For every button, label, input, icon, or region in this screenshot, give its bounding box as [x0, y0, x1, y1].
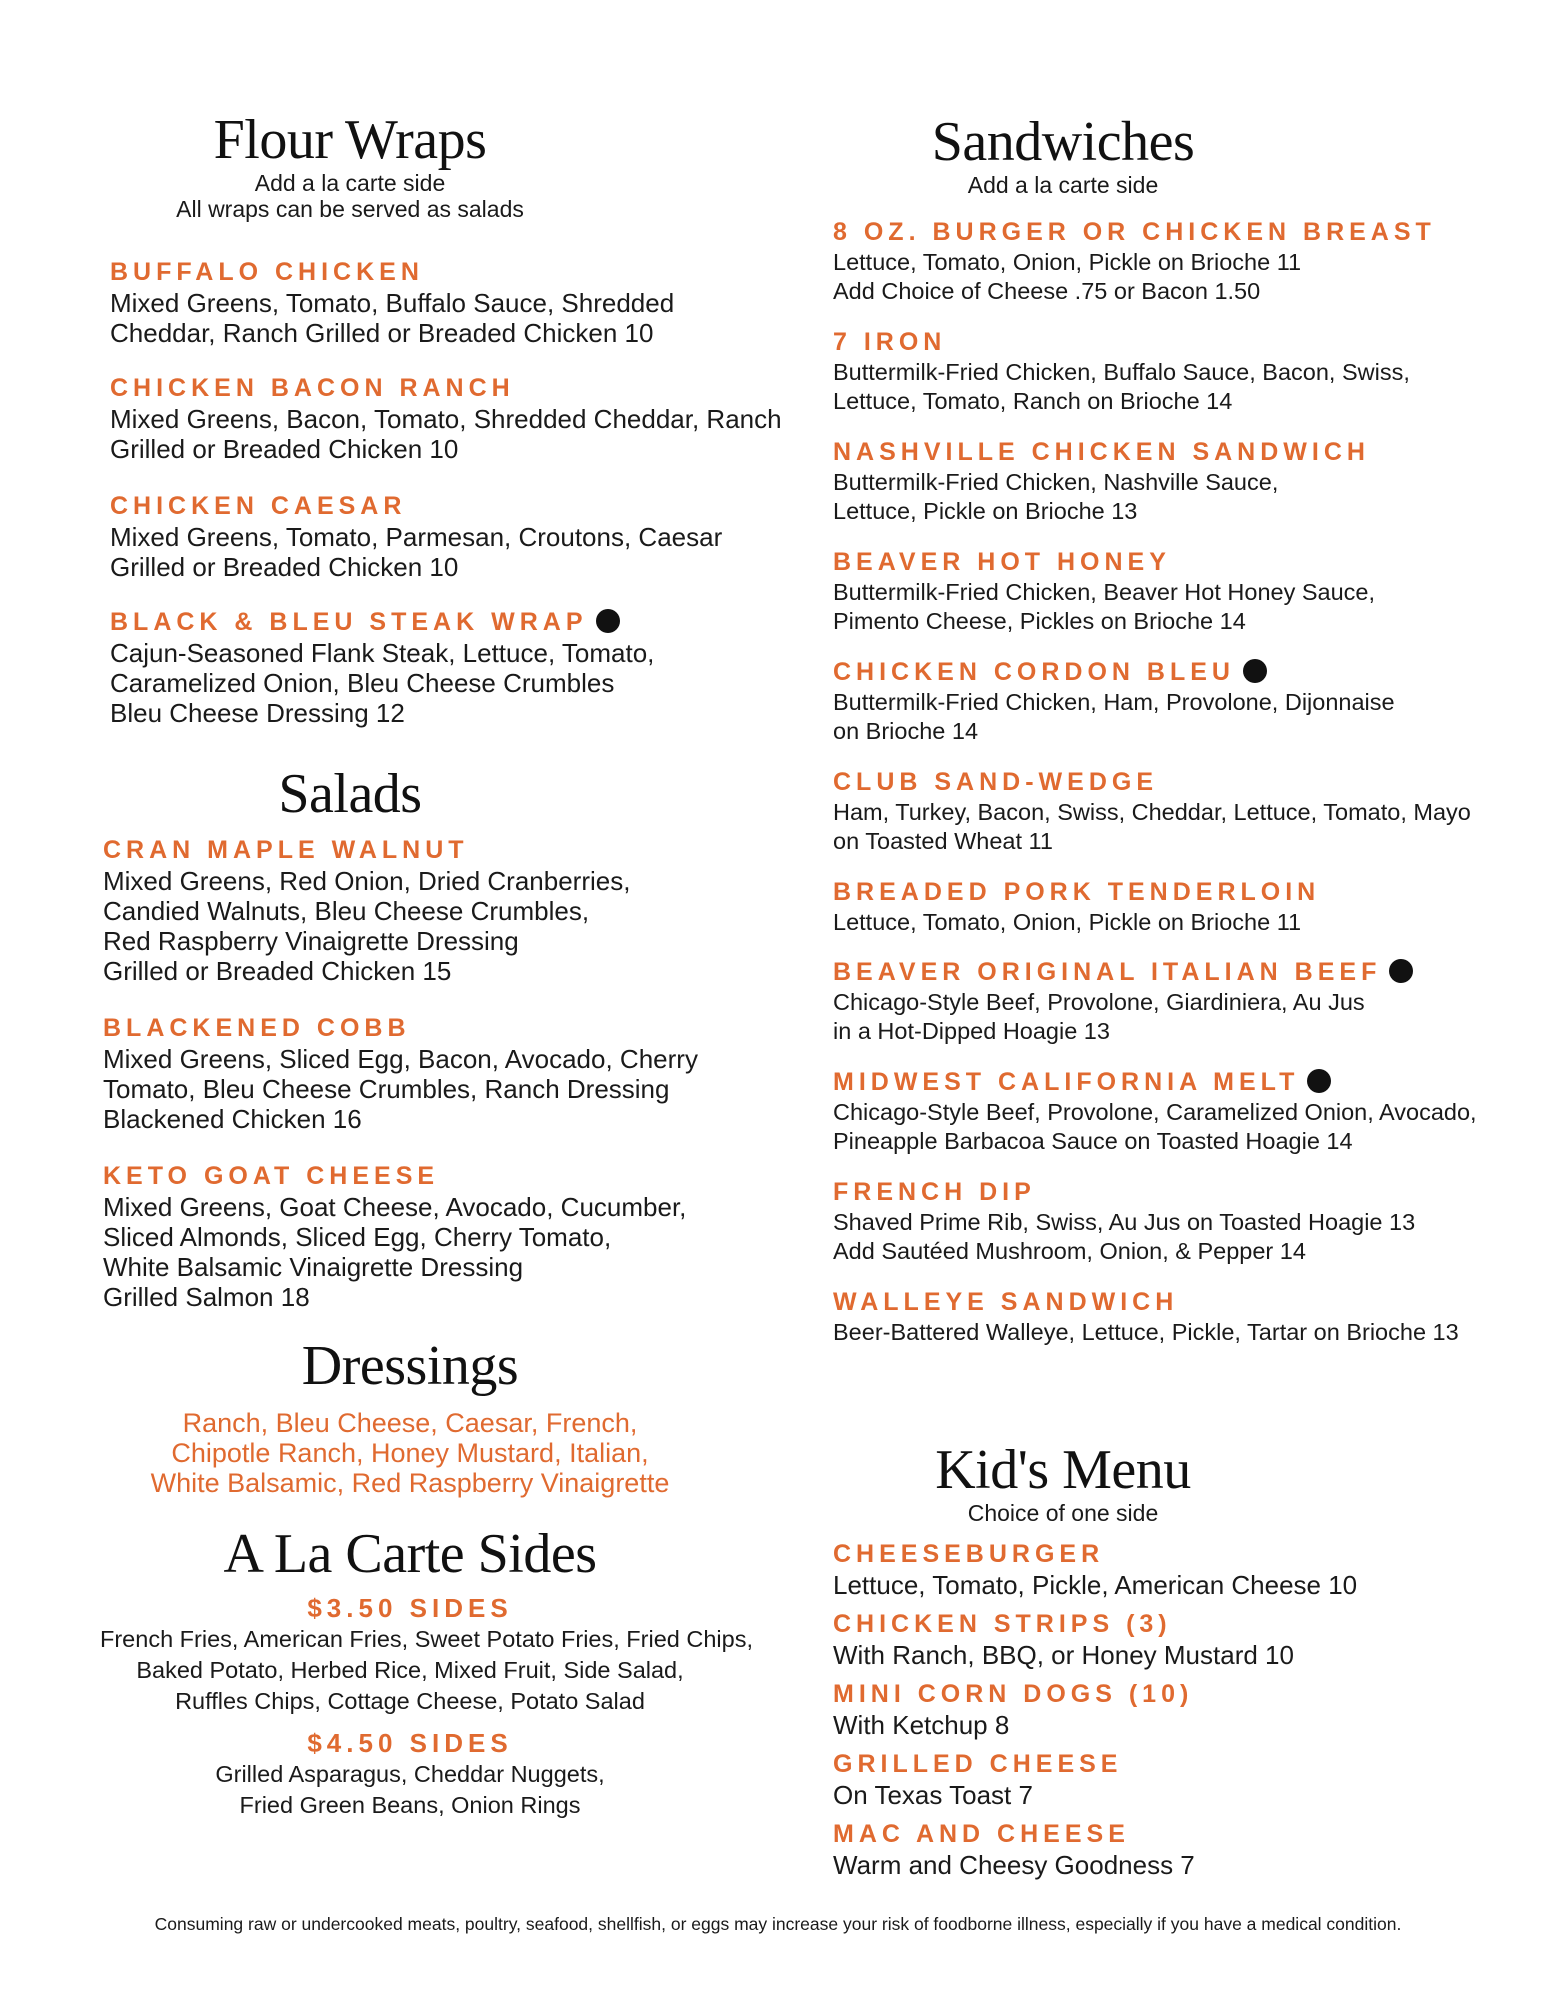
menu-item — [833, 1748, 1513, 1810]
salads-header — [100, 764, 600, 824]
item-description: in a Hot-Dipped Hoagie 13 — [833, 1018, 1110, 1044]
sides-price-heading: $4.50 SIDES — [307, 1728, 513, 1758]
kids-menu-header — [833, 1440, 1293, 1526]
item-name: BLACK & BLEU STEAK WRAP — [110, 608, 588, 636]
menu-item — [833, 1538, 1513, 1600]
item-description: Grilled or Breaded Chicken 10 — [110, 552, 459, 582]
item-name: BEAVER ORIGINAL ITALIAN BEEF — [833, 958, 1382, 986]
item-name: 7 IRON — [833, 328, 947, 356]
sides-title: A La Carte Sides — [223, 1523, 597, 1585]
item-description: Beer-Battered Walleye, Lettuce, Pickle, Tartar on Brioche 13 — [833, 1319, 1459, 1345]
menu-item — [833, 1608, 1513, 1670]
dressings-line: Ranch, Bleu Cheese, Caesar, French, — [182, 1408, 638, 1438]
flour-wraps-subtitle-1: Add a la carte side — [254, 170, 446, 196]
item-name: GRILLED CHEESE — [833, 1750, 1123, 1778]
item-name: CHICKEN CORDON BLEU — [833, 658, 1235, 686]
item-name: MINI CORN DOGS (10) — [833, 1680, 1194, 1708]
kids-menu-title: Kid's Menu — [935, 1439, 1191, 1501]
item-description: Warm and Cheesy Goodness 7 — [833, 1850, 1195, 1880]
item-name: MAC AND CHEESE — [833, 1820, 1130, 1848]
item-description: Grilled or Breaded Chicken 10 — [110, 434, 459, 464]
item-description: On Texas Toast 7 — [833, 1780, 1033, 1810]
item-description: Sliced Almonds, Sliced Egg, Cherry Tomato, — [103, 1222, 612, 1252]
item-description: Pimento Cheese, Pickles on Brioche 14 — [833, 608, 1246, 634]
menu-item — [833, 436, 1513, 526]
menu-item — [833, 1818, 1513, 1880]
menu-item — [833, 956, 1513, 1046]
item-description: Mixed Greens, Tomato, Parmesan, Croutons, Caesar — [110, 522, 723, 552]
item-description: on Toasted Wheat 11 — [833, 828, 1053, 854]
sides-line: French Fries, American Fries, Sweet Potato Fries, Fried Chips, — [100, 1626, 753, 1652]
item-description: Mixed Greens, Sliced Egg, Bacon, Avocado, Cherry — [103, 1044, 698, 1074]
item-description: Mixed Greens, Tomato, Buffalo Sauce, Shredded — [110, 288, 675, 318]
menu-item — [103, 1160, 803, 1312]
sides-line: Grilled Asparagus, Cheddar Nuggets, — [215, 1761, 605, 1787]
dressings-section — [130, 1336, 690, 1498]
menu-item — [110, 372, 810, 464]
item-description: White Balsamic Vinaigrette Dressing — [103, 1252, 524, 1282]
item-description: Tomato, Bleu Cheese Crumbles, Ranch Dressing — [103, 1074, 670, 1104]
item-name: BUFFALO CHICKEN — [110, 258, 424, 286]
menu-item — [110, 490, 810, 582]
sandwiches-subtitle: Add a la carte side — [967, 172, 1159, 198]
item-description: Ham, Turkey, Bacon, Swiss, Cheddar, Lettuce, Tomato, Mayo — [833, 799, 1471, 825]
dressings-title: Dressings — [301, 1335, 519, 1397]
flour-wraps-title: Flour Wraps — [213, 109, 487, 171]
item-description: Buttermilk-Fried Chicken, Buffalo Sauce, Bacon, Swiss, — [833, 359, 1410, 385]
sides-price-heading: $3.50 SIDES — [307, 1593, 513, 1623]
menu-item — [110, 256, 810, 348]
item-description: Buttermilk-Fried Chicken, Ham, Provolone, Dijonnaise — [833, 689, 1395, 715]
flour-wraps-subtitle-2: All wraps can be served as salads — [176, 196, 524, 222]
item-name: CLUB SAND-WEDGE — [833, 768, 1158, 796]
dressings-line: Chipotle Ranch, Honey Mustard, Italian, — [171, 1438, 649, 1468]
item-description: With Ranch, BBQ, or Honey Mustard 10 — [833, 1640, 1294, 1670]
item-description: Mixed Greens, Goat Cheese, Avocado, Cucumber, — [103, 1192, 687, 1222]
item-name: CHICKEN STRIPS (3) — [833, 1610, 1172, 1638]
flour-wraps-header — [100, 110, 600, 222]
black-dot-icon — [1307, 1069, 1331, 1093]
item-name: BEAVER HOT HONEY — [833, 548, 1171, 576]
black-dot-icon — [1389, 959, 1413, 983]
item-description: Cajun-Seasoned Flank Steak, Lettuce, Tomato, — [110, 638, 655, 668]
menu-item — [833, 1678, 1513, 1740]
item-name: KETO GOAT CHEESE — [103, 1162, 440, 1190]
item-description: Grilled or Breaded Chicken 15 — [103, 956, 452, 986]
item-name-row — [833, 656, 1513, 688]
item-description: With Ketchup 8 — [833, 1710, 1010, 1740]
sides-line: Fried Green Beans, Onion Rings — [239, 1792, 581, 1818]
item-description: Shaved Prime Rib, Swiss, Au Jus on Toasted Hoagie 13 — [833, 1209, 1416, 1235]
kids-menu-subtitle: Choice of one side — [967, 1500, 1159, 1526]
sides-line: Baked Potato, Herbed Rice, Mixed Fruit, Side Salad, — [136, 1657, 684, 1683]
menu-item — [103, 834, 803, 986]
menu-item — [833, 546, 1513, 636]
item-description: Buttermilk-Fried Chicken, Nashville Sauce, — [833, 469, 1279, 495]
sides-section — [100, 1523, 753, 1821]
item-description: Caramelized Onion, Bleu Cheese Crumbles — [110, 668, 615, 698]
item-description: Lettuce, Tomato, Pickle, American Cheese 10 — [833, 1570, 1358, 1600]
item-description: Mixed Greens, Bacon, Tomato, Shredded Cheddar, Ranch — [110, 404, 782, 434]
item-name: CHEESEBURGER — [833, 1540, 1105, 1568]
item-name: CHICKEN BACON RANCH — [110, 374, 515, 402]
item-name: MIDWEST CALIFORNIA MELT — [833, 1068, 1300, 1096]
item-name: CHICKEN CAESAR — [110, 492, 407, 520]
item-description: on Brioche 14 — [833, 718, 979, 744]
item-description: Lettuce, Pickle on Brioche 13 — [833, 498, 1138, 524]
item-description: Add Choice of Cheese .75 or Bacon 1.50 — [833, 278, 1261, 304]
menu-item — [110, 606, 810, 728]
item-description: Mixed Greens, Red Onion, Dried Cranberries, — [103, 866, 631, 896]
item-description: Chicago-Style Beef, Provolone, Giardiniera, Au Jus — [833, 989, 1365, 1015]
item-description: Chicago-Style Beef, Provolone, Caramelized Onion, Avocado, — [833, 1099, 1477, 1125]
item-description: Buttermilk-Fried Chicken, Beaver Hot Honey Sauce, — [833, 579, 1376, 605]
item-name: WALLEYE SANDWICH — [833, 1288, 1179, 1316]
item-description: Grilled Salmon 18 — [103, 1282, 310, 1312]
item-description: Add Sautéed Mushroom, Onion, & Pepper 14 — [833, 1238, 1306, 1264]
item-name: FRENCH DIP — [833, 1178, 1036, 1206]
item-name: NASHVILLE CHICKEN SANDWICH — [833, 438, 1370, 466]
black-dot-icon — [1243, 659, 1267, 683]
menu-item — [833, 656, 1513, 746]
item-name: BREADED PORK TENDERLOIN — [833, 878, 1321, 906]
menu-item — [103, 1012, 803, 1134]
black-dot-icon — [596, 609, 620, 633]
food-safety-disclaimer: Consuming raw or undercooked meats, poultry, seafood, shellfish, or eggs may increase your risk of foodborne illness, especially if you have a medical condition. — [154, 1914, 1402, 1934]
menu-item — [833, 1286, 1513, 1347]
sides-line: Ruffles Chips, Cottage Cheese, Potato Salad — [175, 1688, 645, 1714]
menu-item — [833, 766, 1513, 856]
menu-item — [833, 216, 1513, 306]
menu-item — [833, 326, 1513, 416]
menu-item — [833, 1066, 1513, 1156]
dressings-line: White Balsamic, Red Raspberry Vinaigrette — [150, 1468, 670, 1498]
item-name: 8 OZ. BURGER OR CHICKEN BREAST — [833, 218, 1436, 246]
item-description: Candied Walnuts, Bleu Cheese Crumbles, — [103, 896, 590, 926]
item-description: Bleu Cheese Dressing 12 — [110, 698, 405, 728]
item-name: CRAN MAPLE WALNUT — [103, 836, 469, 864]
item-description: Blackened Chicken 16 — [103, 1104, 362, 1134]
item-name-row — [110, 606, 810, 638]
menu-item — [833, 876, 1513, 937]
item-description: Cheddar, Ranch Grilled or Breaded Chicken 10 — [110, 318, 654, 348]
item-description: Pineapple Barbacoa Sauce on Toasted Hoagie 14 — [833, 1128, 1353, 1154]
sandwiches-header — [833, 112, 1293, 198]
salads-title: Salads — [278, 763, 422, 825]
item-description: Lettuce, Tomato, Onion, Pickle on Brioche 11 — [833, 249, 1302, 275]
sandwiches-title: Sandwiches — [931, 111, 1195, 173]
item-description: Red Raspberry Vinaigrette Dressing — [103, 926, 519, 956]
item-description: Lettuce, Tomato, Ranch on Brioche 14 — [833, 388, 1233, 414]
item-name-row — [833, 1066, 1513, 1098]
item-name-row — [833, 956, 1513, 988]
item-description: Lettuce, Tomato, Onion, Pickle on Brioche 11 — [833, 909, 1302, 935]
item-name: BLACKENED COBB — [103, 1014, 411, 1042]
menu-item — [833, 1176, 1513, 1266]
